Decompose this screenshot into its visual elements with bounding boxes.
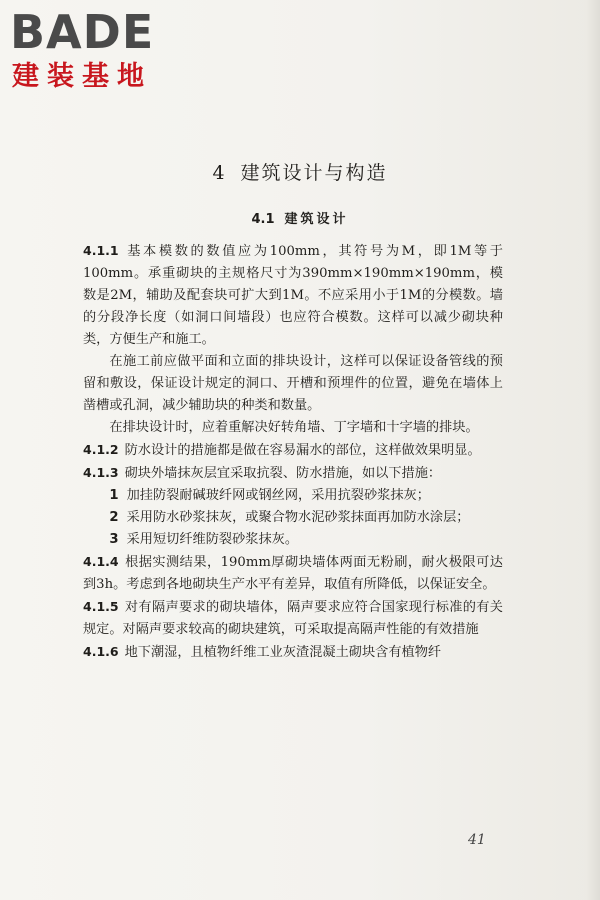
clause-text: 地下潮湿，且植物纤维工业灰渣混凝土砌块含有植物纤 (124, 645, 442, 660)
chapter-title (0, 158, 600, 185)
clause-4-1-5 (83, 596, 503, 641)
chapter-title-text: 建筑设计与构造 (240, 162, 388, 184)
section-title (0, 208, 600, 227)
logo-wordmark: BADE (10, 5, 155, 59)
list-item (83, 485, 503, 507)
section-number: 4.1 (251, 212, 275, 227)
list-item-number: 2 (109, 510, 119, 525)
page-edge-shadow (586, 0, 600, 900)
clause-4-1-2 (83, 439, 503, 462)
clause-number: 4.1.5 (83, 599, 119, 614)
list-item (83, 529, 503, 551)
list-item-text: 采用短切纤维防裂砂浆抹灰。 (126, 532, 299, 547)
clause-number: 4.1.6 (83, 644, 119, 659)
clause-number: 4.1.2 (83, 442, 119, 457)
clause-number: 4.1.4 (83, 554, 119, 569)
logo-chinese-name: 建装基地 (12, 61, 152, 92)
clause-text: 基本模数的数值应为100mm，其符号为M，即1M等于100mm。承重砌块的主规格尺寸为390mm×190mm×190mm，模数是2M，辅助及配套块可扩大到1M。不应采用小于1M的分模数。墙的分段净长度（如洞口间墙段）也应符合模数。这样可以减少砌块种类，方便生产和施工。 (83, 244, 503, 347)
clause-text: 对有隔声要求的砌块墙体，隔声要求应符合国家现行标准的有关规定。对隔声要求较高的砌块建筑，可采取提高隔声性能的有效措施 (83, 600, 503, 637)
clause-text: 砌块外墙抹灰层宜采取抗裂、防水措施，如以下措施： (124, 466, 442, 481)
clause-4-1-1 (83, 240, 503, 351)
section-title-text: 建筑设计 (284, 212, 349, 227)
clause-number: 4.1.1 (83, 243, 119, 258)
list-item-number: 1 (109, 488, 119, 503)
clause-number: 4.1.3 (83, 465, 119, 480)
bade-logo (10, 6, 180, 96)
chapter-number: 4 (212, 162, 227, 184)
list-item-number: 3 (109, 532, 119, 547)
clause-text: 根据实测结果，190mm厚砌块墙体两面无粉刷，耐火极限可达到3h。考虑到各地砌块生产水平有差异，取值有所降低，以保证安全。 (83, 555, 503, 592)
page-number: 41 (468, 832, 486, 848)
clause-4-1-3 (83, 462, 503, 485)
clause-4-1-4 (83, 551, 503, 596)
clause-4-1-6 (83, 641, 503, 664)
paragraph: 在施工前应做平面和立面的排块设计，这样可以保证设备管线的预留和敷设，保证设计规定的洞口、开槽和预埋件的位置，避免在墙体上凿槽或孔洞，减少辅助块的种类和数量。 (83, 354, 503, 413)
list-item-text: 采用防水砂浆抹灰，或聚合物水泥砂浆抹面再加防水涂层； (126, 510, 470, 525)
list-item (83, 507, 503, 529)
paragraph: 在排块设计时，应着重解决好转角墙、丁字墙和十字墙的排块。 (109, 420, 479, 435)
clause-text: 防水设计的措施都是做在容易漏水的部位，这样做效果明显。 (124, 443, 481, 458)
list-item-text: 加挂防裂耐碱玻纤网或钢丝网，采用抗裂砂浆抹灰； (126, 488, 430, 503)
body-text (83, 240, 503, 664)
